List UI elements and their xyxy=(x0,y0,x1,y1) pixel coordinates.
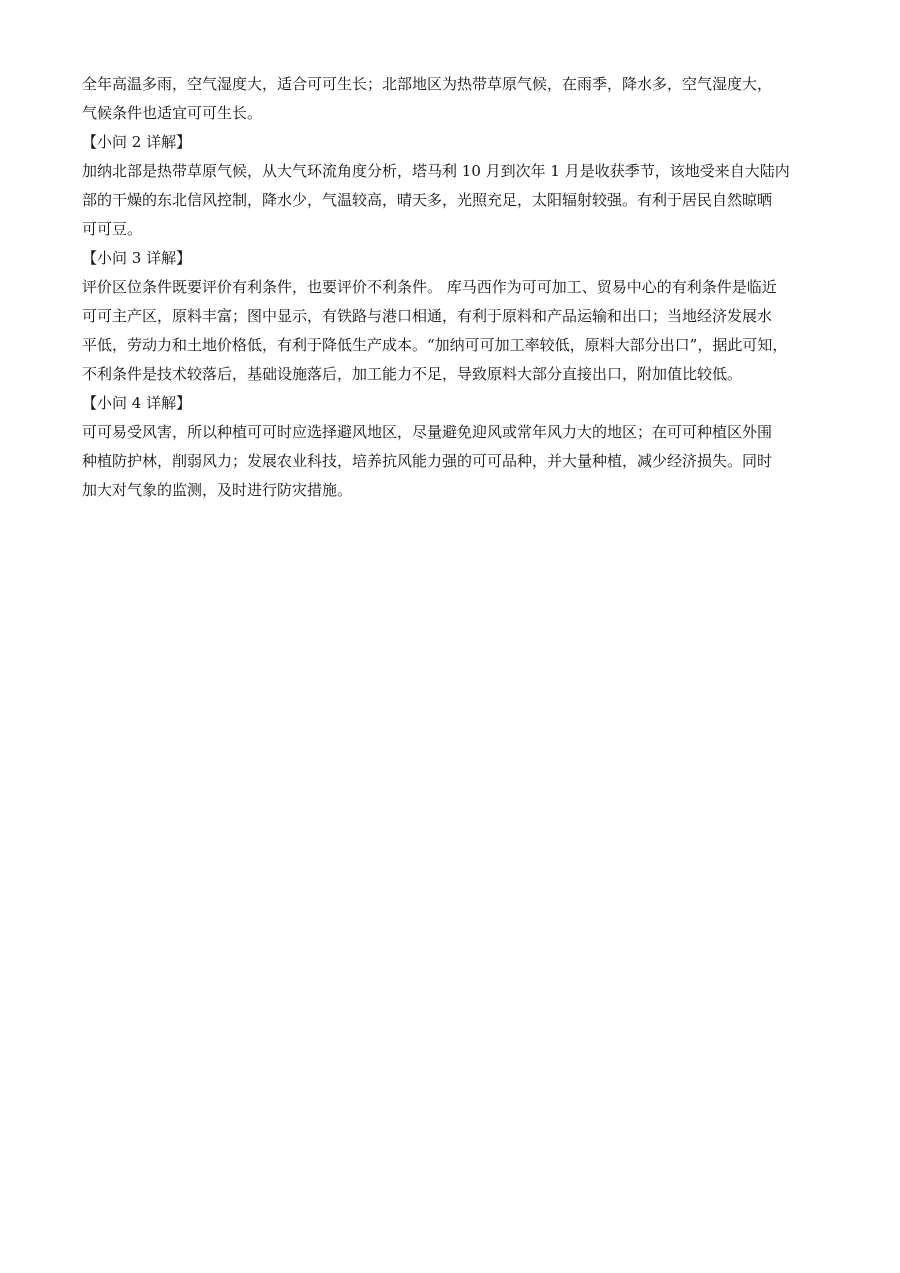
document-page xyxy=(82,70,822,505)
text-line: 加大对气象的监测，及时进行防灾措施。 xyxy=(82,481,353,499)
answer-paragraph-1 xyxy=(82,70,822,128)
text-line: 可可易受风害，所以种植可可时应选择避风地区，尽量避免迎风或常年风力大的地区；在可可种植区外围 xyxy=(82,423,773,441)
text-line: 评价区位条件既要评价有利条件，也要评价不利条件。 库马西作为可可加工、贸易中心的有利条件是临近 xyxy=(82,278,777,296)
text-line: 平低，劳动力和土地价格低，有利于降低生产成本。“加纳可可加工率较低，原料大部分出口”，据此可知， xyxy=(82,336,788,354)
text-line: 种植防护林，削弱风力；发展农业科技，培养抗风能力强的可可品种，并大量种植，减少经济损失。同时 xyxy=(82,452,773,470)
text-line: 全年高温多雨，空气湿度大，适合可可生长；北部地区为热带草原气候，在雨季，降水多，空气湿度大， xyxy=(82,75,773,93)
section-heading-q3: 【小问 3 详解】 xyxy=(82,249,192,267)
answer-paragraph-3 xyxy=(82,273,822,389)
answer-paragraph-2 xyxy=(82,157,822,244)
text-line: 可可豆。 xyxy=(82,220,143,238)
section-heading-q4: 【小问 4 详解】 xyxy=(82,394,192,412)
text-line: 气候条件也适宜可可生长。 xyxy=(82,104,263,122)
text-line: 可可主产区，原料丰富；图中显示，有铁路与港口相通，有利于原料和产品运输和出口；当地经济发展水 xyxy=(82,307,773,325)
section-heading-q2: 【小问 2 详解】 xyxy=(82,133,192,151)
text-line: 不利条件是技术较落后，基础设施落后，加工能力不足，导致原料大部分直接出口，附加值比较低。 xyxy=(82,365,743,383)
answer-paragraph-4 xyxy=(82,418,822,505)
text-line: 部的干燥的东北信风控制，降水少，气温较高，晴天多，光照充足，太阳辐射较强。有利于居民自然晾晒 xyxy=(82,191,773,209)
text-line: 加纳北部是热带草原气候，从大气环流角度分析，塔马利 10 月到次年 1 月是收获季节，该地受来自大陆内 xyxy=(82,162,790,180)
